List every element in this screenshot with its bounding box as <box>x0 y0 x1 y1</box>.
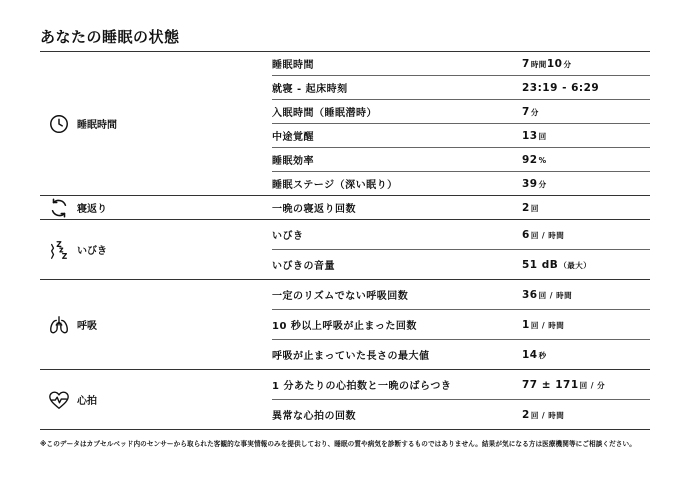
category-label: 心拍 <box>77 396 97 407</box>
item-value <box>522 289 650 301</box>
value-unit: % <box>538 155 547 165</box>
value-unit: 回 / 分 <box>579 380 606 390</box>
value-unit: 時間 <box>530 59 547 69</box>
table-row <box>272 250 650 279</box>
item-value <box>522 202 650 214</box>
table-row <box>272 280 650 310</box>
table-row <box>272 100 650 124</box>
category-label: いびき <box>77 246 107 257</box>
item-label: 10 秒以上呼吸が止まった回数 <box>272 321 417 332</box>
page-title: あなたの睡眠の状態 <box>40 28 180 46</box>
snore-icon <box>48 239 70 261</box>
value-number: 6 <box>522 228 530 241</box>
item-label: 異常な心拍の回数 <box>272 411 356 422</box>
item-label: 睡眠ステージ（深い眠り） <box>272 180 398 191</box>
table-row <box>272 340 650 369</box>
item-value <box>522 229 650 241</box>
table-row <box>272 370 650 400</box>
item-label: 睡眠効率 <box>272 156 314 167</box>
rotate-arrows-icon <box>48 197 70 219</box>
item-label: 一定のリズムでない呼吸回数 <box>272 291 409 302</box>
item-value <box>522 379 650 391</box>
item-value <box>522 130 650 142</box>
category-cell <box>40 280 272 369</box>
item-label: 就寝 - 起床時刻 <box>272 84 348 95</box>
lungs-icon <box>48 314 70 336</box>
heart-pulse-icon <box>48 389 70 411</box>
value-number: 13 <box>522 129 538 142</box>
sleep-report-table <box>40 51 650 430</box>
category-cell <box>40 196 272 219</box>
value-unit: 回 / 時間 <box>530 410 565 420</box>
section-breathing <box>40 280 650 370</box>
category-label: 寝返り <box>77 204 107 215</box>
value-number: 23:19 - 6:29 <box>522 81 600 94</box>
item-label: いびき <box>272 231 304 242</box>
value-number: 92 <box>522 153 538 166</box>
table-row <box>272 148 650 172</box>
section-snoring <box>40 220 650 280</box>
value-unit: 回 / 時間 <box>530 320 565 330</box>
section-sleep-time <box>40 52 650 196</box>
table-row <box>272 124 650 148</box>
value-number: 77 ± 171 <box>522 378 579 391</box>
value-unit: 分 <box>563 59 572 69</box>
table-row <box>272 52 650 76</box>
value-unit: 回 <box>538 131 547 141</box>
category-cell <box>40 370 272 429</box>
item-value <box>522 154 650 166</box>
category-cell <box>40 220 272 279</box>
value-unit: （最大） <box>559 260 592 270</box>
value-number: 2 <box>522 201 530 214</box>
value-unit: 秒 <box>538 350 547 360</box>
item-value <box>522 58 650 70</box>
item-value <box>522 349 650 361</box>
table-row <box>272 76 650 100</box>
table-row <box>272 220 650 250</box>
value-number: 14 <box>522 348 538 361</box>
value-number: 36 <box>522 288 538 301</box>
item-value <box>522 178 650 190</box>
table-row <box>272 172 650 195</box>
item-label: 中途覚醒 <box>272 132 314 143</box>
item-value <box>522 319 650 331</box>
value-number: 51 dB <box>522 258 559 271</box>
item-value <box>522 409 650 421</box>
category-cell <box>40 52 272 195</box>
item-label: 入眠時間（睡眠潜時） <box>272 108 377 119</box>
item-value <box>522 259 650 271</box>
item-label: 1 分あたりの心拍数と一晩のばらつき <box>272 381 452 392</box>
clock-icon <box>48 113 70 135</box>
item-label: 一晩の寝返り回数 <box>272 204 356 215</box>
item-value <box>522 82 650 94</box>
table-row <box>272 400 650 429</box>
value-number: 2 <box>522 408 530 421</box>
footnote: ※このデータはカプセルベッド内のセンサーから取られた客観的な事実情報のみを提供しており、睡眠の質や病気を診断するものではありません。結果が気になる方は医療機関等にご相談ください。 <box>40 440 636 448</box>
item-value <box>522 106 650 118</box>
item-label: いびきの音量 <box>272 261 335 272</box>
section-turning-over <box>40 196 650 220</box>
table-row <box>272 310 650 340</box>
value-unit: 回 / 時間 <box>530 230 565 240</box>
table-row <box>272 196 650 219</box>
item-label: 睡眠時間 <box>272 60 314 71</box>
value-unit: 分 <box>538 179 547 189</box>
category-label: 呼吸 <box>77 321 97 332</box>
value-unit: 回 <box>530 203 539 213</box>
value-unit: 回 / 時間 <box>538 290 573 300</box>
value-number: 1 <box>522 318 530 331</box>
value-number: 10 <box>546 57 563 70</box>
category-label: 睡眠時間 <box>77 120 117 131</box>
item-label: 呼吸が止まっていた長さの最大値 <box>272 351 430 362</box>
value-number: 39 <box>522 177 538 190</box>
value-number: 7 <box>522 105 530 118</box>
value-unit: 分 <box>530 107 539 117</box>
value-number: 7 <box>522 57 530 70</box>
section-heart-rate <box>40 370 650 430</box>
